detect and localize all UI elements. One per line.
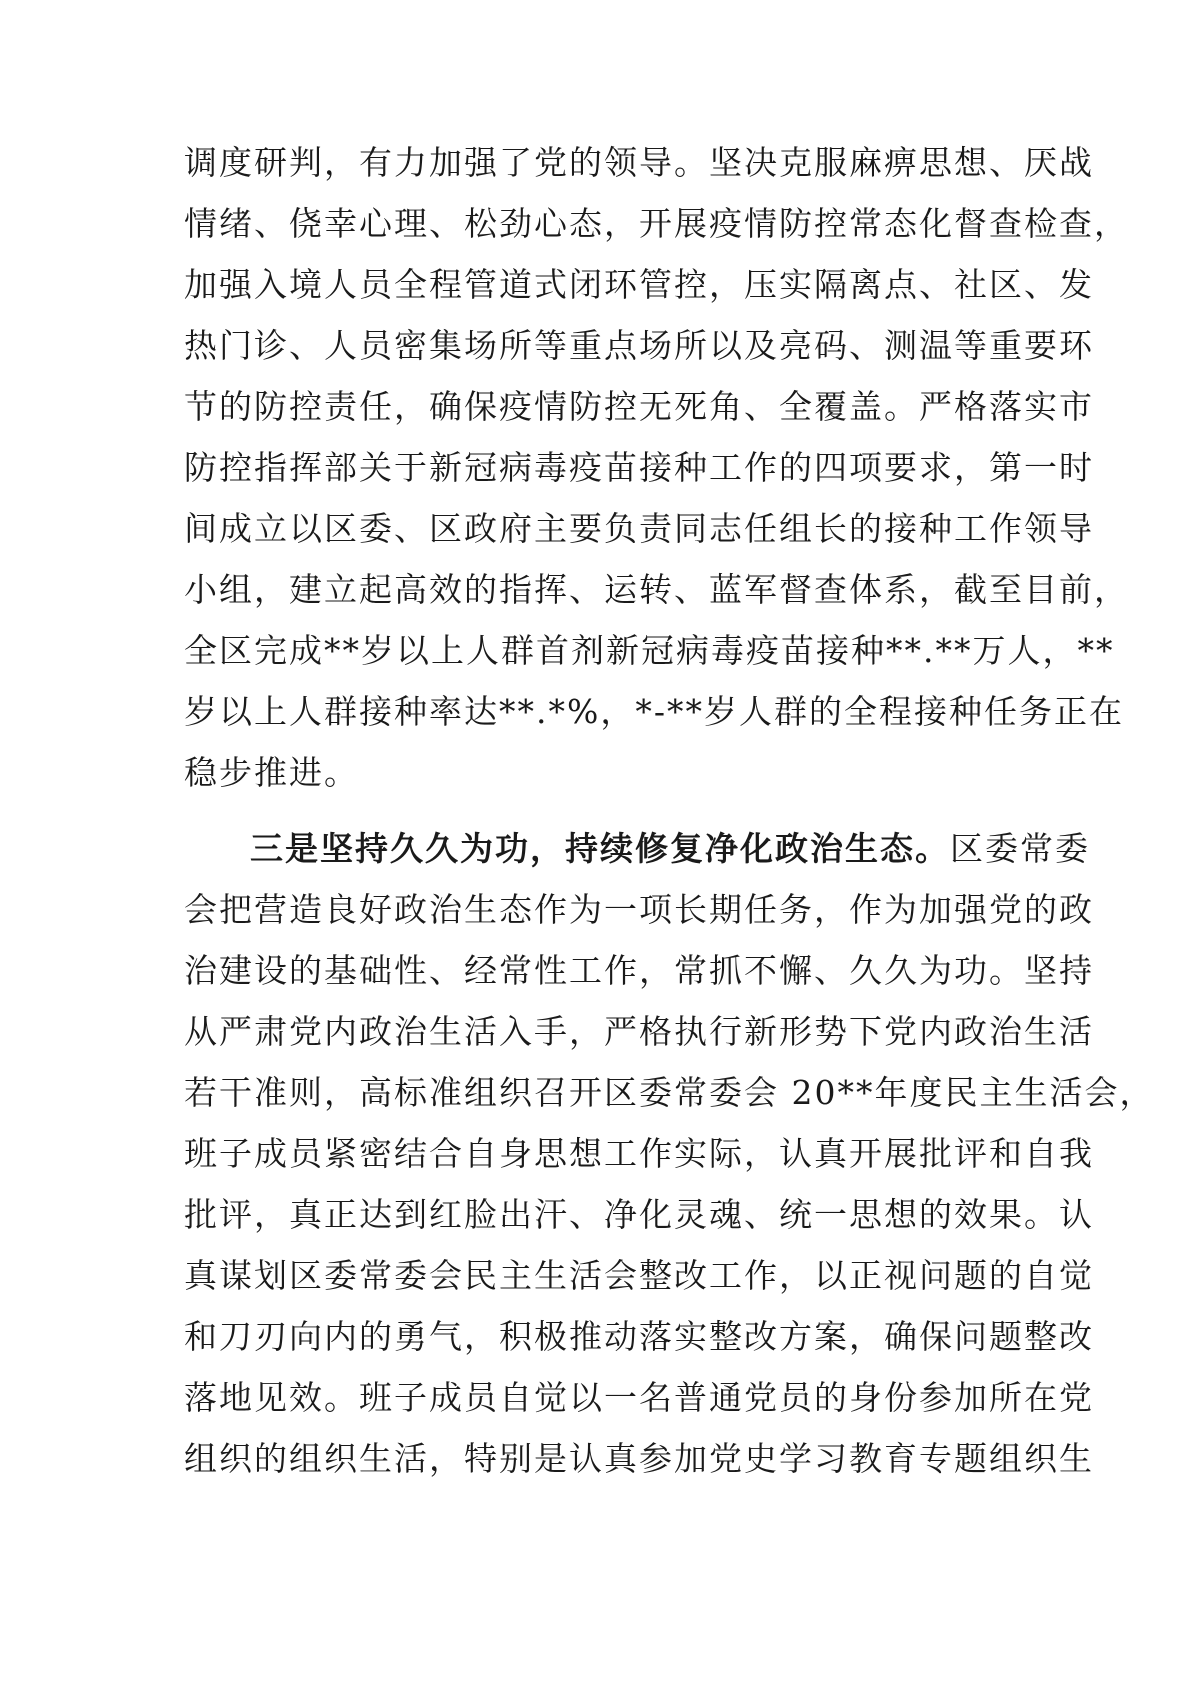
paragraph-lead: 三是坚持久久为功，持续修复净化政治生态。 <box>250 829 950 868</box>
paragraph-line: 治建设的基础性、经常性工作，常抓不懈、久久为功。坚持 <box>184 951 1094 990</box>
paragraph-line: 全区完成**岁以上人群首剂新冠病毒疫苗接种**.**万人，** <box>184 631 1115 670</box>
paragraph-line: 稳步推进。 <box>184 753 359 792</box>
paragraph-line: 间成立以区委、区政府主要负责同志任组长的接种工作领导 <box>184 509 1094 548</box>
paragraph-line: 热门诊、人员密集场所等重点场所以及亮码、测温等重要环 <box>184 326 1094 365</box>
paragraph-line: 和刀刃向内的勇气，积极推动落实整改方案，确保问题整改 <box>184 1317 1094 1356</box>
paragraph-line: 调度研判，有力加强了党的领导。坚决克服麻痹思想、厌战 <box>184 143 1094 182</box>
paragraph-line: 组织的组织生活，特别是认真参加党史学习教育专题组织生 <box>184 1439 1094 1478</box>
paragraph-line: 加强入境人员全程管道式闭环管控，压实隔离点、社区、发 <box>184 265 1094 304</box>
paragraph-line: 防控指挥部关于新冠病毒疫苗接种工作的四项要求，第一时 <box>184 448 1094 487</box>
paragraph-line: 会把营造良好政治生态作为一项长期任务，作为加强党的政 <box>184 890 1094 929</box>
paragraph-line: 从严肃党内政治生活入手，严格执行新形势下党内政治生活 <box>184 1012 1094 1051</box>
paragraph-line: 岁以上人群接种率达**.*%，*-**岁人群的全程接种任务正在 <box>184 692 1124 731</box>
paragraph-line: 班子成员紧密结合自身思想工作实际，认真开展批评和自我 <box>184 1134 1094 1173</box>
paragraph-line: 真谋划区委常委会民主生活会整改工作，以正视问题的自觉 <box>184 1256 1094 1295</box>
paragraph-line: 落地见效。班子成员自觉以一名普通党员的身份参加所在党 <box>184 1378 1094 1417</box>
paragraph-line: 小组，建立起高效的指挥、运转、蓝军督查体系，截至目前， <box>184 570 1129 609</box>
paragraph-line: 情绪、侥幸心理、松劲心态，开展疫情防控常态化督查检查， <box>184 204 1129 243</box>
paragraph-line: 批评，真正达到红脸出汗、净化灵魂、统一思想的效果。认 <box>184 1195 1094 1234</box>
paragraph-line: 节的防控责任，确保疫情防控无死角、全覆盖。严格落实市 <box>184 387 1094 426</box>
paragraph-line: 若干准则，高标准组织召开区委常委会 20**年度民主生活会， <box>184 1073 1155 1112</box>
paragraph-lead-rest: 区委常委 <box>950 829 1090 868</box>
paragraph-first-line <box>250 819 1090 879</box>
